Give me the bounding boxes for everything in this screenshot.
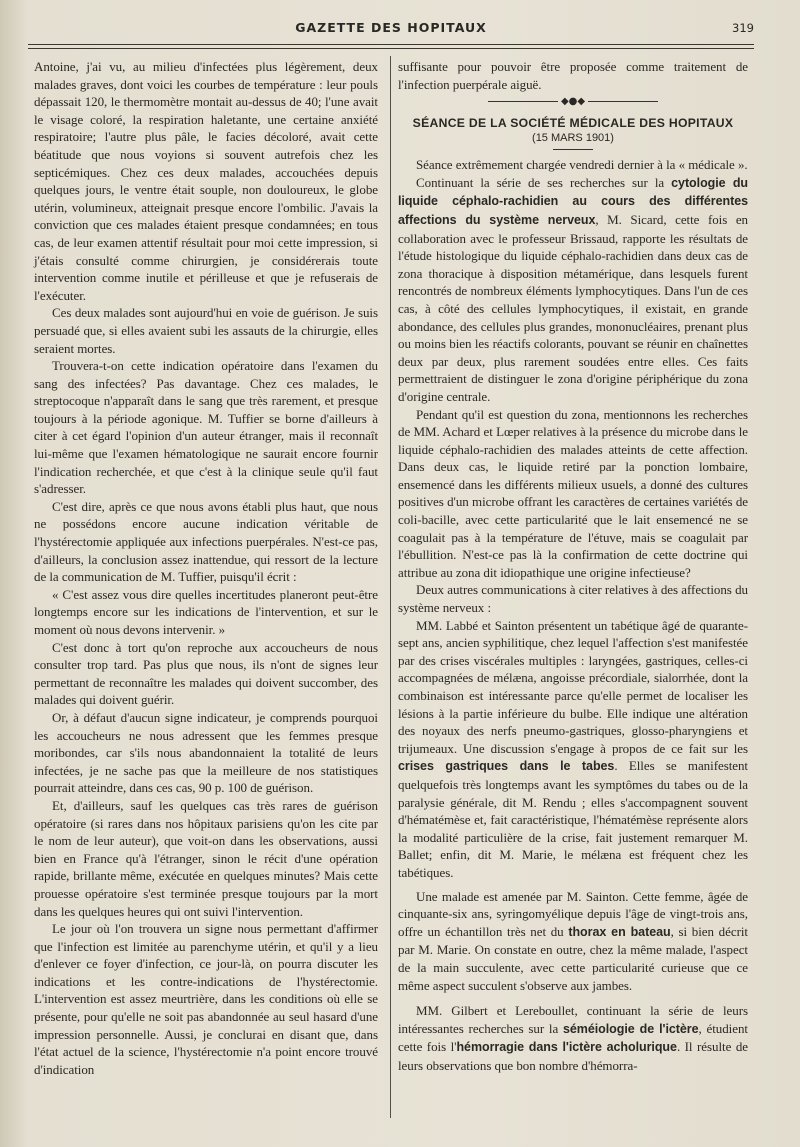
left-paragraph-1: Antoine, j'ai vu, au milieu d'infectées plus légèrement, deux malades graves, dont voici les courbes de température : leur pouls dépassait 120, le thermomètre montait au-dessus de 40; l'une avait le visage coloré, la respiration haletante, une certaine anxiété respiratoire; l'autre plus pâle, le facies décoloré, avait cette béatitude que nous voyions si souvent autrefois chez les septicémiques. Chez ces deux malades, accouchées depuis quelques jours, le ventre était souple, non douloureux, le globe utérin, volumineux, atteignait presque encore l'ombilic. J'avais la conviction que ces malades étaient presque condamnées; en tous cas, de leur examen attentif résultait pour moi cette impression, si j'étais consulté comme chirurgien, je considérerais toute intervention comme inutile et périlleuse et que je refuserais de l'exécuter. bbox=[34, 59, 378, 303]
left-paragraph-8: Et, d'ailleurs, sauf les quelques cas très rares de guérison opératoire (si rares dans nos hôpitaux parisiens qu'on les cite par le nom de leur auteur), que voit-on dans les observations, aussi bien en France qu'à l'étranger, sinon le récit d'une opération rapide, brillante même, exécutée en quelques minutes? Mais cette prouesse opératoire s'est terminée presque toujours par la mort dans les quelques heures qui ont suivi l'intervention. bbox=[34, 797, 378, 919]
left-paragraph-6: C'est donc à tort qu'on reproche aux accoucheurs de nous consulter trop tard. Pas plus que nous, ils n'ont de signes leur permettant de reconnaître les malades qui doivent succomber, des malades qui doivent guérir. bbox=[34, 639, 378, 708]
left-paragraph-4: C'est dire, après ce que nous avons établi plus haut, que nous ne possédons encore aucune indication véritable de l'hystérectomie appliquée aux infections puerpérales. N'est-ce pas, d'ailleurs, la conclusion assez inattendue, qui ressort de la lecture de la communication de M. Tuffier, puisqu'il écrit : bbox=[34, 498, 378, 585]
p7-bold-topic-2: hémorragie dans l'ictère acholurique bbox=[456, 1040, 677, 1055]
right-paragraph-5 bbox=[398, 617, 748, 882]
p5-text-after: . Elles se manifestent quelquefois très longtemps avant les symptômes du tabes ou de la paralysie générale, dit M. Rendu ; elles s'accompagnent souvent d'hématémèse et, fait caractéristique, l'hématémèse représente alors la modalité particulière de la crise, fait justement remarquer M. Ballet; enfin, dit M. Marie, le mélæna est fréquent chez les tabétiques. bbox=[398, 758, 748, 880]
p7-bold-topic-1: séméiologie de l'ictère bbox=[562, 1021, 699, 1036]
right-paragraph-6 bbox=[398, 888, 748, 995]
right-paragraph-7 bbox=[398, 1002, 748, 1074]
header-rule-top bbox=[28, 44, 754, 45]
column-divider bbox=[390, 56, 391, 1118]
left-paragraph-9: Le jour où l'on trouvera un signe nous permettant d'affirmer que l'infection est limitée au parenchyme utérin, et qu'il y a lieu d'enlever ce foyer d'infection, ce jour-là, on pourra discuter les indications et les contre-indications de l'hystérectomie. L'intervention est assez meurtrière, dans les conditions où elle se présente, pour qu'elle ne soit pas abandonnée au seul hasard d'une impression personnelle. Aussi, je conclurai en disant que, dans l'état actuel de la science, l'hystérectomie n'a point encore trouvé d'indication bbox=[34, 921, 378, 1077]
page-number: 319 bbox=[732, 21, 754, 35]
left-paragraph-2: Ces deux malades sont aujourd'hui en voie de guérison. Je suis persuadé que, si elles avaient subi les assauts de la chirurgie, elles seraient mortes. bbox=[34, 305, 378, 356]
journal-title: GAZETTE DES HOPITAUX bbox=[295, 20, 487, 35]
header-rule-bottom bbox=[28, 48, 754, 49]
left-paragraph-quote: « C'est assez vous dire quelles incertitudes planeront peut-être longtemps encore sur les indications de l'intervention, et sur le moment où nous devons intervenir. » bbox=[34, 586, 378, 637]
left-paragraph-7: Or, à défaut d'aucun signe indicateur, je comprends pourquoi les accoucheurs ne nous adressent que les femmes presque moribondes, car s'ils nous abandonnaient la totalité de leurs infectées, je ne sache pas que la meilleure de nos statistiques pourrait atteindre, dans ces cas, 90 p. 100 de guérison. bbox=[34, 709, 378, 796]
p6-bold-topic: thorax en bateau bbox=[568, 924, 671, 939]
right-paragraph-2 bbox=[398, 174, 748, 406]
p7-text-mid: , étudient cette fois l' bbox=[398, 1020, 748, 1055]
left-paragraph-3: Trouvera-t-on cette indication opératoire dans l'examen du sang des infectées? Pas davantage. Chez ces malades, le streptocoque n'apparaît dans le sang que très rarement, et presque toujours à la période agonique. M. Tuffier se borne d'ailleurs à citer à cet égard l'opinion d'un auteur étranger, mais il reconnaît lui-même que l'examen hématologique ne saurait encore fournir l'indication recherchée, et que c'est à la clinique seule qu'il faut s'adresser. bbox=[34, 358, 378, 497]
p5-text-before: MM. Labbé et Sainton présentent un tabétique âgé de quarante-sept ans, ancien syphilitique, chez lequel l'affection s'est manifestée par des crises viscérales multiples : laryngées, gastriques, celles-ci accompagnées de mélæna, angoisse précordiale, sialorrhée, dont la combinaison est intéressante parce qu'elle permet de localiser les lésions à la partie inférieure du bulbe. Elle indique une altération des noyaux des nerfs pneumo-gastriques, glosso-pharyngiens et trijumeaux. Une discussion s'engage à propos de ce fait sur les bbox=[398, 617, 748, 756]
right-paragraph-1: Séance extrêmement chargée vendredi dernier à la « médicale ». bbox=[416, 157, 748, 173]
right-column bbox=[398, 58, 748, 1074]
p2-text-before: Continuant la série de ses recherches sur la bbox=[416, 174, 672, 190]
section-separator-ornament: ◆●◆ bbox=[398, 95, 748, 109]
right-intro-paragraph: suffisante pour pouvoir être proposée comme traitement de l'infection puerpérale aiguë. bbox=[398, 59, 748, 92]
right-paragraph-4: Deux autres communications à citer relatives à des affections du système nerveux : bbox=[398, 582, 748, 616]
p2-bold-topic: cytologie du liquide céphalo-rachidien au cours des différentes affections du système nerveux bbox=[398, 175, 748, 227]
p5-bold-topic: crises gastriques dans le tabes bbox=[398, 759, 615, 774]
page-header bbox=[28, 18, 754, 40]
right-paragraph-3: Pendant qu'il est question du zona, mentionnons les recherches de MM. Achard et Lœper relatives à la présence du microbe dans le liquide céphalo-rachidien des malades atteints de cette affection. Dans deux cas, le liquide retiré par la ponction lombaire, ensemencé dans les différents milieux usuels, a donné des cultures positives d'un microbe offrant les caractères de certaines variétés de coli-bacille, avec cette particularité que le lait ensemencé ne se coagulait pas à la température de l'étuve, mais se coagulait par l'ébullition. N'est-ce pas là la confirmation de cette doctrine qui attribue au zona dit idiopathique une origine infectieuse? bbox=[398, 406, 748, 580]
section-date: (15 MARS 1901) bbox=[532, 132, 614, 145]
section-short-rule bbox=[553, 149, 593, 150]
p2-text-after: , M. Sicard, cette fois en collaboration avec le professeur Brissaud, rapporte les résultats de l'étude histologique du liquide céphalo-rachidien dans deux cas de zona thoracique à disposition métamérique, dans lesquels furent rencontrés de nombreux éléments lymphocytiques. Dans l'un de ces cas, à côté des cellules lymphocytiques, il existait, en grande abondance, des cellules plus grandes, mononucléaires, prenant plus ou moins bien les réactifs colorants, pouvant se réunir en chaînettes deux par deux, plus rarement soudées entre elles. Ces faits permettraient de distinguer le zona d'origine périphérique du zona d'origine centrale. bbox=[398, 211, 748, 404]
p6-text-before: Une malade est amenée par M. Sainton. Cette femme, âgée de cinquante-six ans, syringomyélique depuis l'âge de vingt-trois ans, offre un échantillon très net du bbox=[398, 888, 748, 939]
p7-text-before: MM. Gilbert et Lereboullet, continuant la série de leurs intéressantes recherches sur la bbox=[398, 1003, 748, 1036]
left-column bbox=[34, 58, 378, 1078]
p6-text-after: , si bien décrit par M. Marie. On constate en outre, chez la même malade, l'aspect de la main succulente, avec cette particularité curieuse que ce même aspect succulent s'observe aux jambes. bbox=[398, 923, 748, 993]
p7-text-after: . Il résulte de leurs observations que bon nombre d'hémorra- bbox=[398, 1039, 748, 1073]
section-title: SÉANCE DE LA SOCIÉTÉ MÉDICALE DES HOPITAUX bbox=[412, 116, 734, 131]
